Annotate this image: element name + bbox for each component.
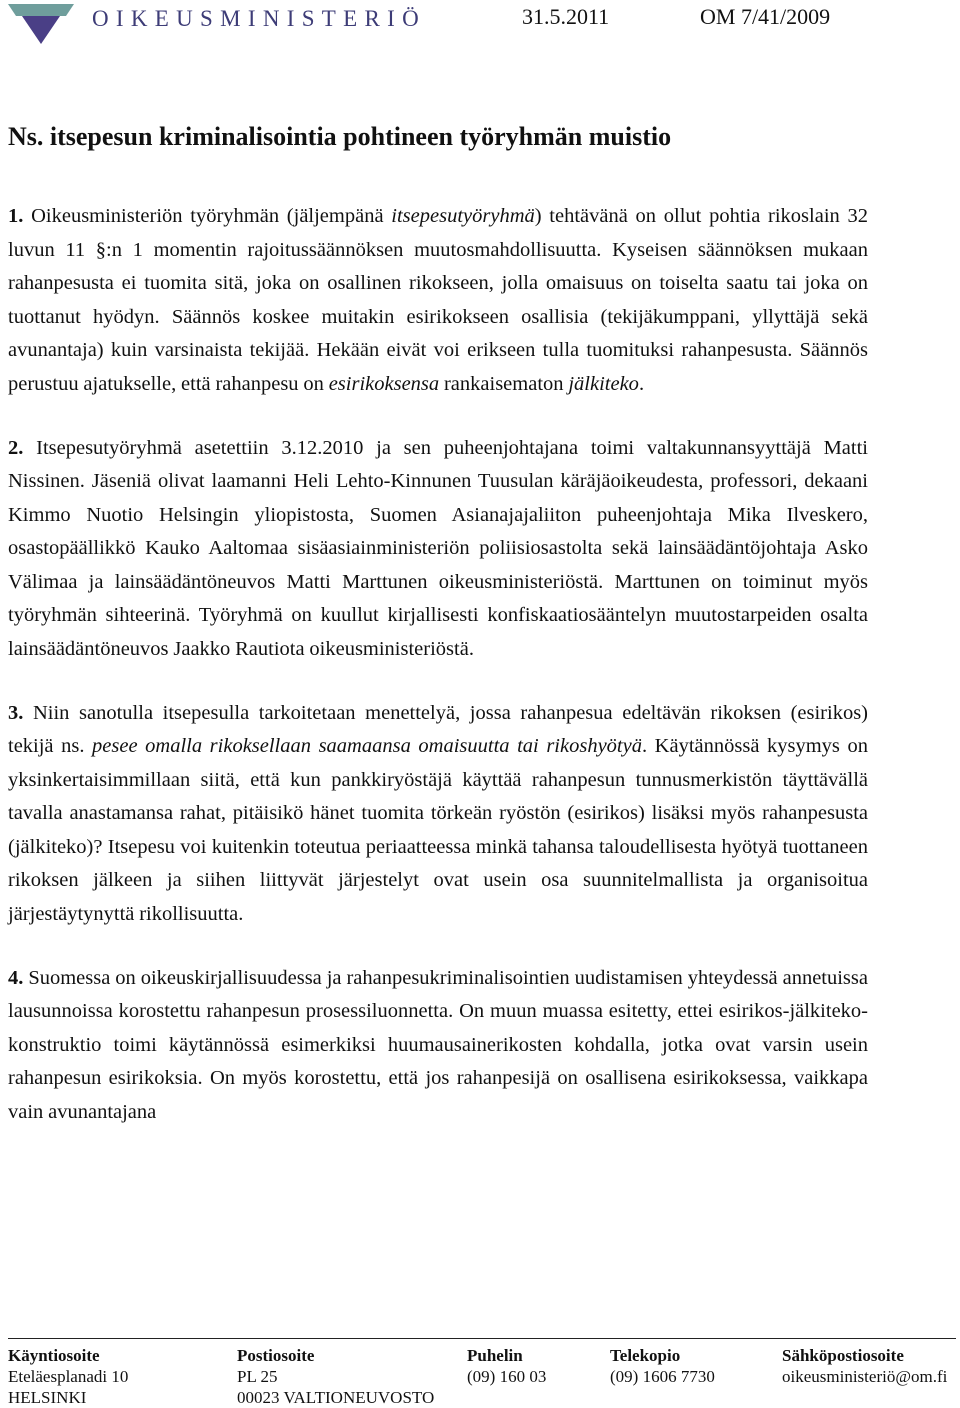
text-run: jälkiteko	[568, 372, 639, 395]
document-title: Ns. itsepesun kriminalisointia pohtineen työryhmän muistio	[8, 122, 672, 151]
paragraph-number: 3.	[8, 701, 24, 724]
paragraph-1	[8, 200, 868, 401]
ministry-logo	[8, 2, 74, 46]
footer-heading: Postiosoite	[237, 1346, 315, 1365]
footer-line: PL 25	[237, 1367, 278, 1386]
footer-heading: Puhelin	[467, 1346, 523, 1365]
document-reference: OM 7/41/2009	[700, 4, 831, 29]
footer-visiting-address	[8, 1345, 128, 1408]
footer-line: (09) 160 03	[467, 1367, 547, 1386]
footer-line: 00023 VALTIONEUVOSTO	[237, 1388, 435, 1407]
paragraph-2	[8, 432, 868, 667]
text-run: ) tehtävänä on ollut pohtia rikoslain 32 luvun 11 §:n 1 momentin rajoitussäännöksen muutosmahdollisuutta. Kyseisen säännöksen mukaan rahanpesusta ei tuomita sitä, joka on osallinen rikokseen, jolla omaisuus on toiselta saatu tai joka on tuottanut hyödyn. Säännös koskee muitakin esirikokseen osallisia (tekijäkumppani, yllyttäjä sekä avunantaja) kuin varsinaista tekijää. Hekään eivät voi erikseen tulla tuomituksi rahanpesusta. Säännös perustuu ajatukselle, että rahanpesu on	[8, 205, 868, 395]
paragraph-number: 1.	[8, 205, 24, 227]
text-run: esirikoksensa	[328, 372, 440, 395]
logo-teal-band	[8, 4, 74, 16]
footer-phone	[467, 1345, 546, 1387]
document-body	[8, 200, 868, 1160]
footer-line: Eteläesplanadi 10	[8, 1367, 129, 1386]
footer-divider	[8, 1338, 956, 1339]
footer-postal-address	[237, 1345, 434, 1408]
footer-fax	[610, 1345, 715, 1387]
paragraph-number: 2.	[8, 436, 24, 459]
text-run: pesee omalla rikoksellaan saamaansa omaisuutta tai rikoshyötyä	[92, 735, 642, 757]
text-run: Suomessa on oikeuskirjallisuudessa ja rahanpesukriminalisointien uudistamisen yhteydessä annetuissa lausunnoissa korostettu rahanpesun prosessiluonnetta. On muun muassa esitetty, ettei esirikos-jälkiteko-konstruktio toimi käytännössä esimerkiksi huumausainerikosten kohdalla, jotka ovat varsin usein rahanpesun esirikoksia. On myös korostettu, että jos rahanpesijä on osallisena esirikoksessa, vaikkapa vain avunantajana	[8, 966, 868, 1123]
ministry-name: OIKEUSMINISTERIÖ	[92, 6, 427, 31]
text-run: rankaisematon	[439, 372, 569, 395]
footer-heading: Sähköpostiosoite	[782, 1346, 904, 1365]
paragraph-3	[8, 697, 868, 932]
footer-line: HELSINKI	[8, 1388, 87, 1407]
paragraph-number: 4.	[8, 966, 24, 989]
footer-heading: Käyntiosoite	[8, 1346, 100, 1365]
paragraph-4	[8, 962, 868, 1130]
text-run: itsepesutyöryhmä	[391, 205, 535, 227]
text-run: . Käytännössä kysymys on yksinkertaisimmillaan siitä, että kun pankkiryöstäjä käyttää rahanpesun tunnusmerkistön täyttävällä tavalla anastamansa rahat, pitäisikö hänet tuomita törkeän ryöstön (esirikos) lisäksi myös rahanpesusta (jälkiteko)? Itsepesu voi kuitenkin toteutua periaatteessa minkä tahansa taloudellisesta hyötyä tuottaneen rikoksen jälkeen ja siihen liittyvät järjestelyt ovat usein osa suunnitelmallista ja organisoitua järjestäytynyttä rikollisuutta.	[8, 735, 868, 925]
footer-email	[782, 1345, 947, 1387]
text-run: Oikeusministeriön työryhmän (jäljempänä	[23, 205, 392, 227]
footer-heading: Telekopio	[610, 1346, 681, 1365]
text-run: Itsepesutyöryhmä asetettiin 3.12.2010 ja sen puheenjohtajana toimi valtakunnansyyttäjä Matti Nissinen. Jäseniä olivat laamanni Heli Lehto-Kinnunen Tuusulan käräjäoikeudesta, professori, dekaani Kimmo Nuotio Helsingin yliopistosta, Suomen Asianajajaliiton puheenjohtaja Mika Ilveskero, osastopäällikkö Kauko Aaltomaa sisäasiainministeriön poliisiosastolta sekä lainsäädäntöjohtaja Asko Välimaa ja lainsäädäntöneuvos Matti Marttunen oikeusministeriöstä. Marttunen on toiminut myös työryhmän sihteerinä. Työryhmä on kuullut kirjallisesti konfiskaatiosääntelyn muutostarpeiden osalta lainsäädäntöneuvos Jaakko Rautiota oikeusministeriöstä.	[8, 436, 868, 660]
text-run: .	[638, 372, 645, 395]
footer-line: oikeusministeriö@om.fi	[782, 1367, 948, 1386]
footer-line: (09) 1606 7730	[610, 1367, 715, 1386]
document-date: 31.5.2011	[522, 4, 610, 29]
logo-purple-triangle	[22, 16, 60, 44]
text-run: Niin sanotulla itsepesulla tarkoitetaan menettelyä, jossa rahanpesua edeltävän rikoksen (esirikos) tekijä ns.	[8, 701, 868, 757]
